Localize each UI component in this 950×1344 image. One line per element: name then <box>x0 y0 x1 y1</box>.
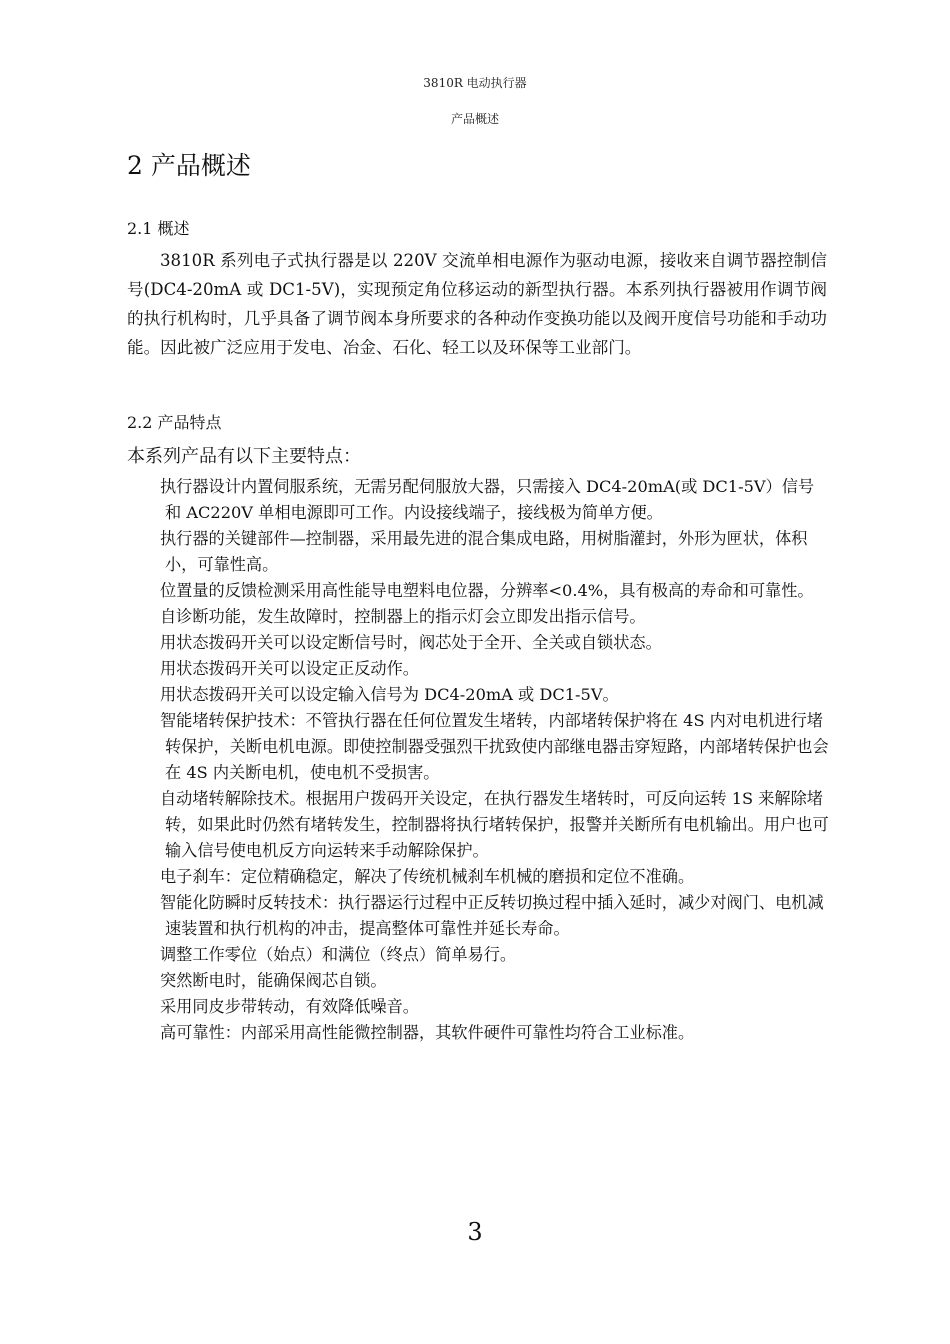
section-heading-overview: 2.1 概述 <box>127 219 190 238</box>
feature-item: 智能堵转保护技术：不管执行器在任何位置发生堵转，内部堵转保护将在 4S 内对电机进行堵转保护，关断电机电源。即使控制器受强烈干扰致使内部继电器击穿短路，内部堵转保护也会在 4S 内关断电机，使电机不受损害。 <box>160 711 829 782</box>
feature-item: 电子刹车：定位精确稳定，解决了传统机械刹车机械的磨损和定位不准确。 <box>160 867 695 886</box>
feature-item: 用状态拨码开关可以设定断信号时，阀芯处于全开、全关或自锁状态。 <box>160 633 662 652</box>
features-intro: 本系列产品有以下主要特点： <box>127 446 361 467</box>
feature-item: 突然断电时，能确保阀芯自锁。 <box>160 971 387 990</box>
feature-item: 高可靠性：内部采用高性能微控制器，其软件硬件可靠性均符合工业标准。 <box>160 1023 695 1042</box>
chapter-title: 2 产品概述 <box>127 151 251 180</box>
feature-item: 调整工作零位（始点）和满位（终点）简单易行。 <box>160 945 517 964</box>
feature-item: 用状态拨码开关可以设定正反动作。 <box>160 659 419 678</box>
page-number: 3 <box>467 1218 483 1246</box>
running-header-section: 产品概述 <box>450 112 499 126</box>
feature-item: 位置量的反馈检测采用高性能导电塑料电位器，分辨率<0.4%，具有极高的寿命和可靠性。 <box>160 581 814 600</box>
section-heading-features: 2.2 产品特点 <box>127 413 222 432</box>
feature-item: 自动堵转解除技术。根据用户拨码开关设定，在执行器发生堵转时，可反向运转 1S 来解除堵转，如果此时仍然有堵转发生，控制器将执行堵转保护，报警并关断所有电机输出。用户也可输入信号使电机反方向运转来手动解除保护。 <box>160 789 829 860</box>
feature-item: 执行器设计内置伺服系统，无需另配伺服放大器，只需接入 DC4-20mA(或 DC1-5V）信号和 AC220V 单相电源即可工作。内设接线端子，接线极为简单方便。 <box>160 477 815 522</box>
feature-item: 用状态拨码开关可以设定输入信号为 DC4-20mA 或 DC1-5V。 <box>160 685 619 704</box>
running-header-title: 3810R 电动执行器 <box>423 76 527 90</box>
feature-item: 执行器的关键部件—控制器，采用最先进的混合集成电路，用树脂灌封，外形为匣状，体积小，可靠性高。 <box>160 529 808 574</box>
feature-list <box>160 474 830 1046</box>
feature-item: 自诊断功能，发生故障时，控制器上的指示灯会立即发出指示信号。 <box>160 607 646 626</box>
feature-item: 采用同皮步带转动，有效降低噪音。 <box>160 997 419 1016</box>
feature-item: 智能化防瞬时反转技术：执行器运行过程中正反转切换过程中插入延时，减少对阀门、电机减速装置和执行机构的冲击，提高整体可靠性并延长寿命。 <box>160 893 824 938</box>
overview-paragraph: 3810R 系列电子式执行器是以 220V 交流单相电源作为驱动电源，接收来自调节器控制信号(DC4-20mA 或 DC1-5V)，实现预定角位移运动的新型执行器。本系列执行器被用作调节阀的执行机构时，几乎具备了调节阀本身所要求的各种动作变换功能以及阀开度信号功能和手动功能。因此被广泛应用于发电、冶金、石化、轻工以及环保等工业部门。 <box>127 251 827 357</box>
